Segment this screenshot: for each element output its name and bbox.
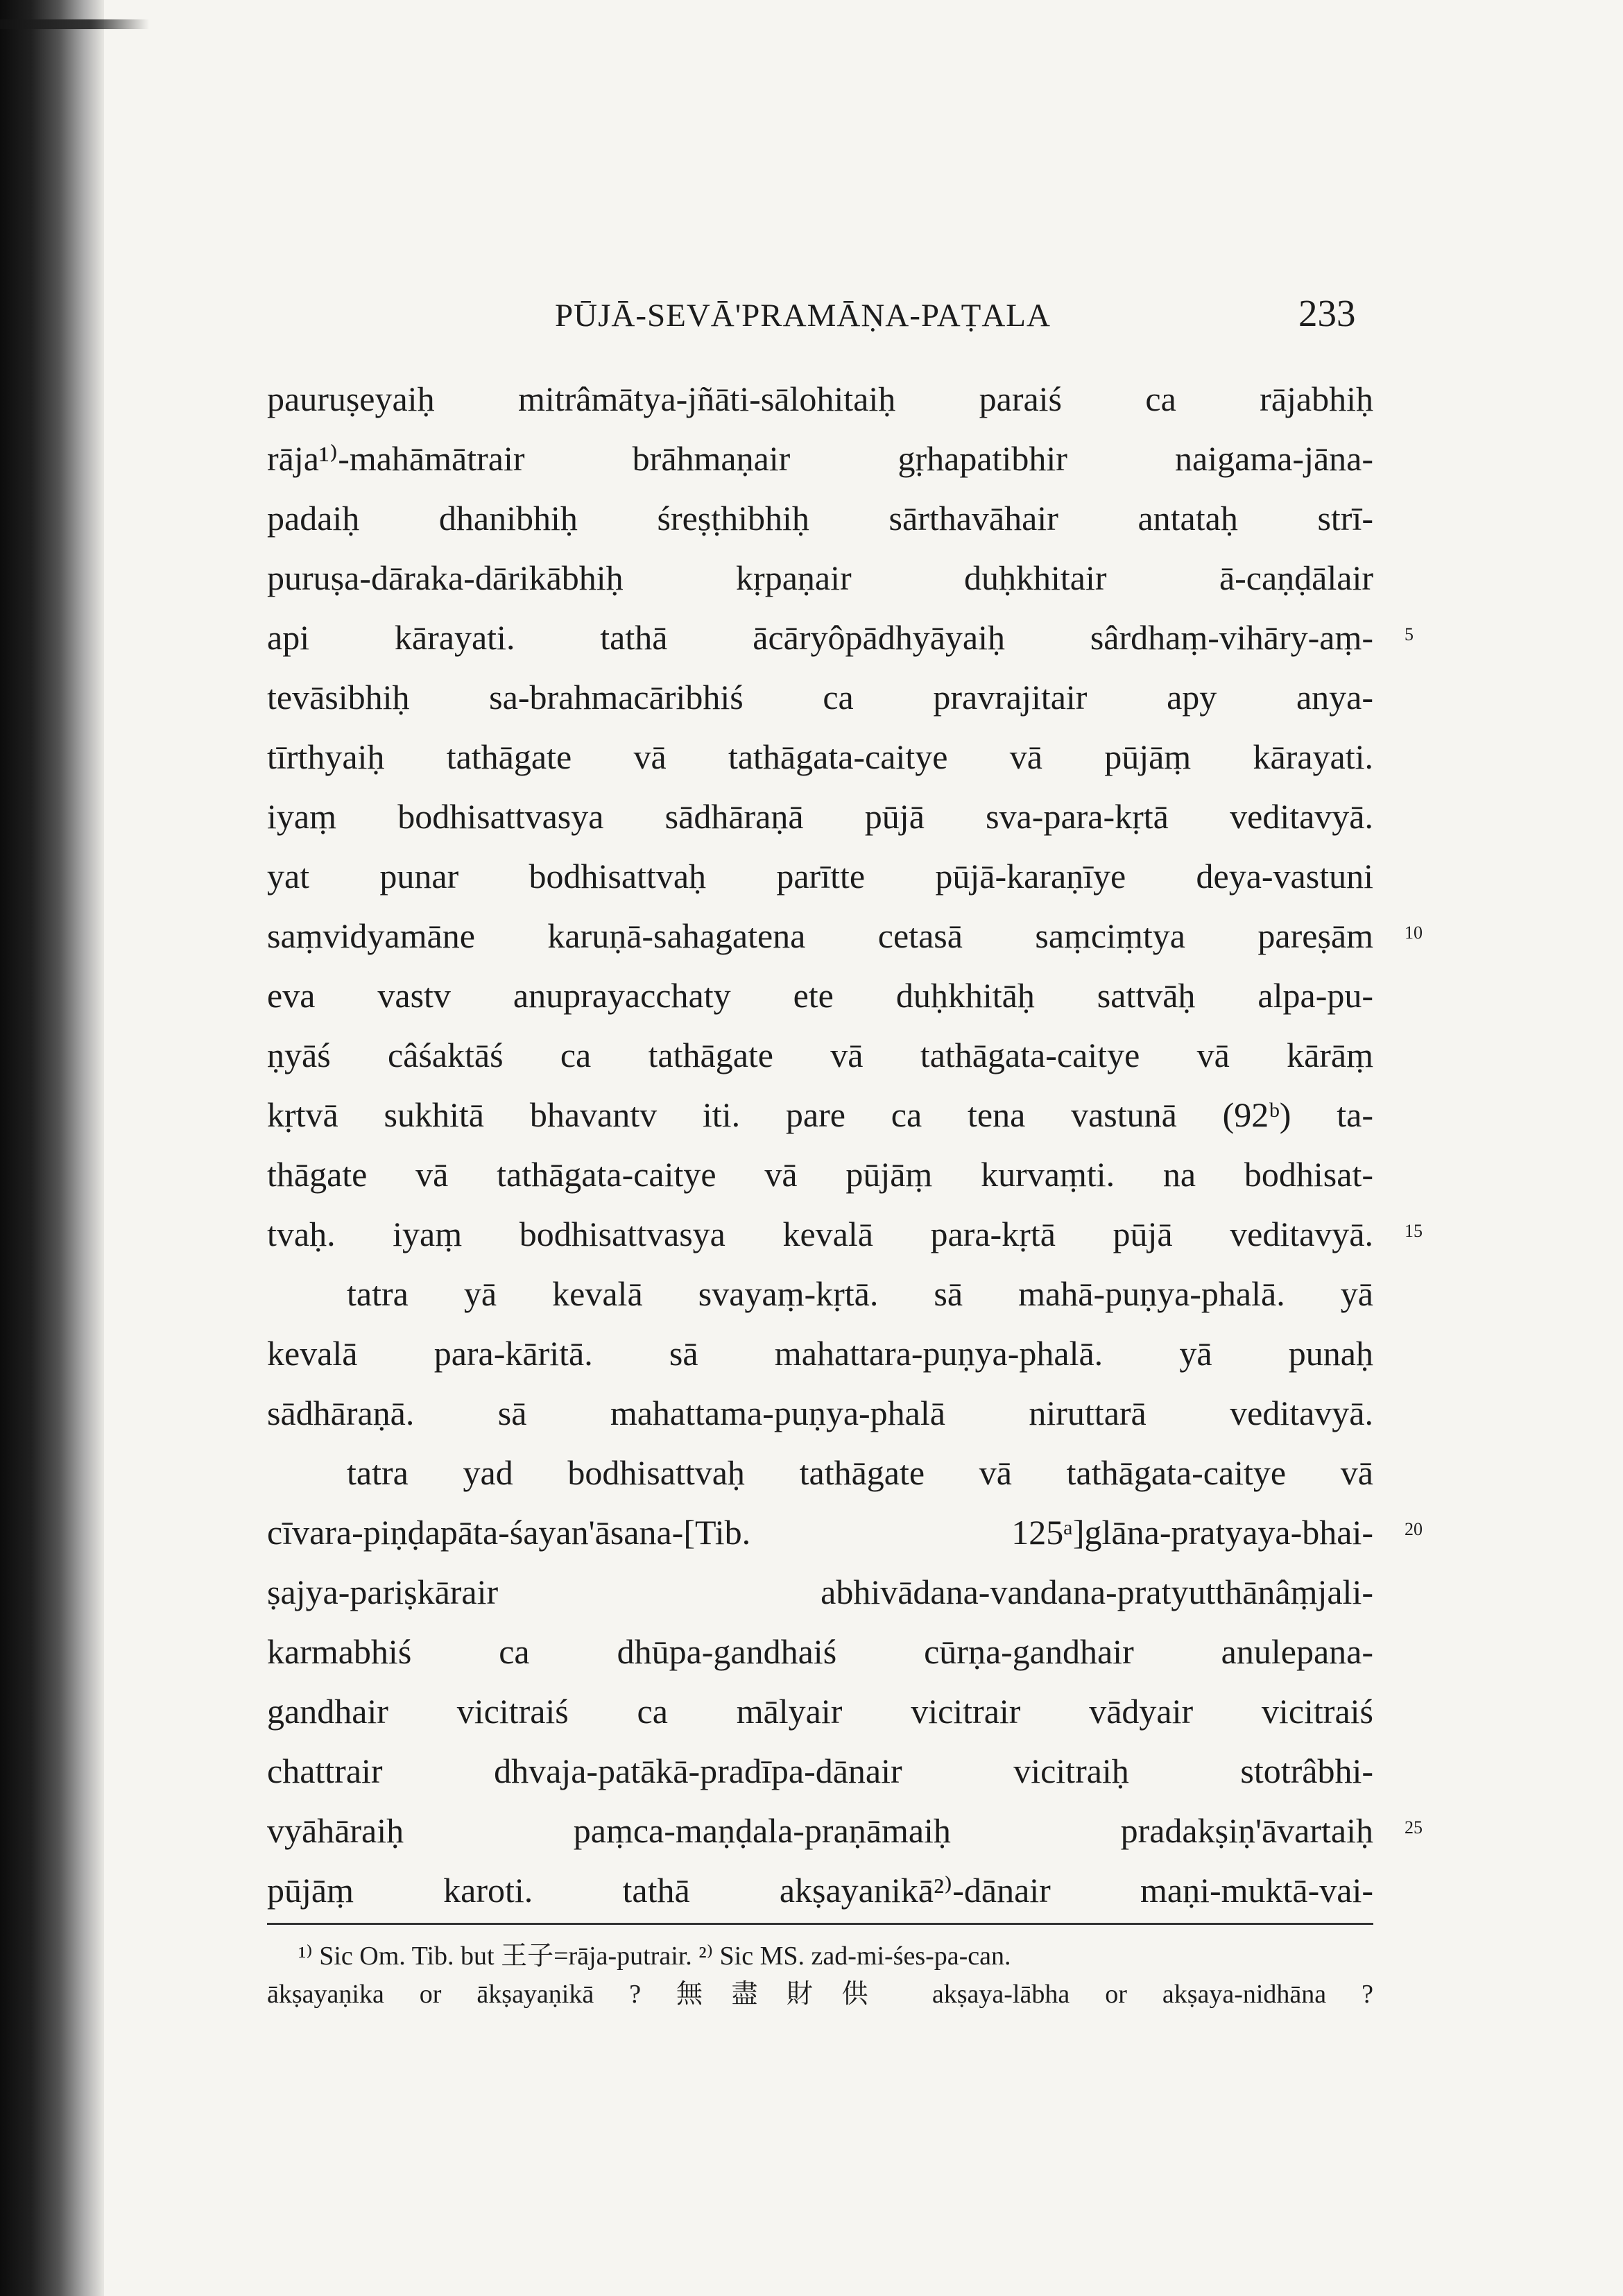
text-line: thāgate vā tathāgata-caitye vā pūjāṃ kurvaṃti. na bodhisat- [267,1155,1373,1194]
text-line: kevalā para-kāritā. sā mahattara-puṇya-phalā. yā punaḥ [267,1334,1373,1373]
text-line: pūjāṃ karoti. tathā akṣayanikā²⁾-dānair maṇi-muktā-vai- [267,1871,1373,1910]
text-line: kṛtvā sukhitā bhavantv iti. pare ca tena vastunā (92ᵇ) ta- [267,1095,1373,1134]
footnote-separator [267,1923,1373,1925]
footnote-line: ākṣayaṇika or ākṣayaṇikā ? 無盡財供 akṣaya-lābha or akṣaya-nidhāna ? [267,1980,1373,2009]
text-line: pauruṣeyaiḥ mitrâmātya-jñāti-sālohitaiḥ paraiś ca rājabhiḥ [267,379,1373,418]
text-line: sādhāraṇā. sā mahattama-puṇya-phalā niruttarā veditavyā. [267,1394,1373,1432]
text-line: tvaḥ. iyaṃ bodhisattvasya kevalā para-kṛtā pūjā veditavyā. [267,1215,1373,1253]
text-line: padaiḥ dhanibhiḥ śreṣṭhibhiḥ sārthavāhair antataḥ strī- [267,499,1373,538]
text-line: ṣajya-pariṣkārair abhivādana-vandana-pratyutthānâṃjali- [267,1573,1373,1611]
text-line: saṃvidyamāne karuṇā-sahagatena cetasā saṃciṃtya pareṣām [267,916,1373,955]
text-line: iyaṃ bodhisattvasya sādhāraṇā pūjā sva-para-kṛtā veditavyā. [267,797,1373,836]
book-spine-shadow [0,0,104,2296]
text-line: gandhair vicitraiś ca mālyair vicitrair vādyair vicitraiś [267,1692,1373,1731]
text-line: tatra yā kevalā svayaṃ-kṛtā. sā mahā-puṇya-phalā. yā [347,1274,1373,1313]
text-line: karmabhiś ca dhūpa-gandhaiś cūrṇa-gandhair anulepana- [267,1632,1373,1671]
running-header-title: PŪJĀ-SEVĀ'PRAMĀṆA-PAṬALA [555,298,1051,334]
text-line: tīrthyaiḥ tathāgate vā tathāgata-caitye vā pūjāṃ kārayati. [267,737,1373,776]
footnote-text: ¹⁾ Sic Om. Tib. but 王子=rāja-putrair. ²⁾ Sic MS. zad-mi-śes-pa-can. [298,1942,1011,1971]
text-line: tevāsibhiḥ sa-brahmacāribhiś ca pravrajitair apy anya- [267,678,1373,717]
footnote-line [267,1939,1373,1973]
text-line: vyāhāraiḥ paṃca-maṇḍala-praṇāmaiḥ pradakṣiṇ'āvartaiḥ [267,1811,1373,1850]
margin-line-number: 5 [1405,624,1414,644]
text-line: api kārayati. tathā ācāryôpādhyāyaiḥ sârdhaṃ-vihāry-aṃ- [267,618,1373,657]
text-line: cīvara-piṇḍapāta-śayan'āsana-[Tib. 125ᵃ]glāna-pratyaya-bhai- [267,1513,1373,1552]
spine-mark [0,19,149,29]
text-line: ṇyāś câśaktāś ca tathāgate vā tathāgata-caitye vā kārāṃ [267,1036,1373,1074]
text-line: chattrair dhvaja-patākā-pradīpa-dānair vicitraiḥ stotrâbhi- [267,1751,1373,1790]
text-line: eva vastv anuprayacchaty ete duḥkhitāḥ sattvāḥ alpa-pu- [267,976,1373,1015]
text-line: rāja¹⁾-mahāmātrair brāhmaṇair gṛhapatibhir naigama-jāna- [267,439,1373,478]
margin-line-number: 10 [1405,923,1423,943]
margin-line-number: 15 [1405,1221,1423,1241]
margin-line-number: 20 [1405,1519,1423,1539]
text-line: puruṣa-dāraka-dārikābhiḥ kṛpaṇair duḥkhitair ā-caṇḍālair [267,558,1373,597]
text-line: tatra yad bodhisattvaḥ tathāgate vā tathāgata-caitye vā [347,1453,1373,1492]
page-number: 233 [1298,292,1356,334]
margin-line-number: 25 [1405,1817,1423,1837]
text-line: yat punar bodhisattvaḥ parītte pūjā-karaṇīye deya-vastuni [267,857,1373,896]
